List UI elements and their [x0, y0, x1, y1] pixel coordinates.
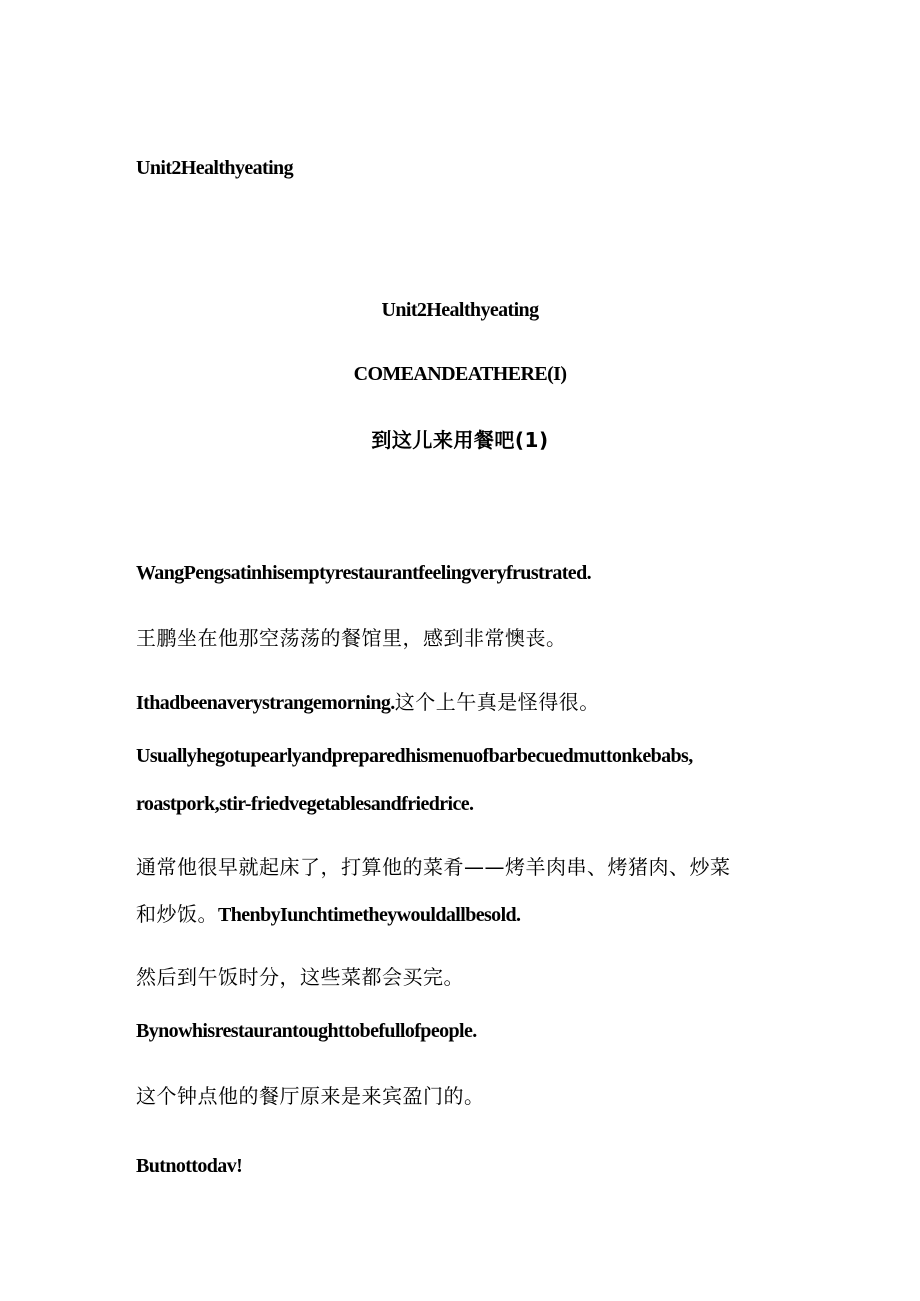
subtitle-zh-text: 到这儿来用餐吧(1): [371, 428, 549, 452]
paragraph-line-7-zh: 和炒饭。: [136, 902, 218, 926]
paragraph-line-5: roastpork,stir-friedvegetablesandfriedrice.: [136, 793, 474, 815]
paragraph-line-7-en: ThenbyIunchtimetheywouldallbesold.: [218, 904, 521, 926]
paragraph-line-4: Usuallyhegotupearlyandpreparedhismenuofbarbecuedmuttonkebabs,: [136, 745, 693, 767]
paragraph-line-8: 然后到午饭时分，这些菜都会买完。: [136, 965, 464, 989]
paragraph-line-3: [136, 688, 600, 717]
paragraph-line-2: 王鹏坐在他那空荡荡的餐馆里，感到非常懊丧。: [136, 626, 567, 650]
paragraph-line-10: 这个钟点他的餐厅原来是来宾盈门的。: [136, 1084, 485, 1108]
paragraph-line-1: WangPengsatinhisemptyrestaurantfeelingveryfrustrated.: [136, 562, 592, 584]
paragraph-line-7: [136, 900, 520, 929]
document-title: Unit2Healthyeating: [381, 299, 539, 321]
header-title: Unit2Healthyeating: [136, 157, 293, 179]
paragraph-line-11: Butnottodav!: [136, 1155, 243, 1177]
paragraph-line-6: 通常他很早就起床了，打算他的菜肴——烤羊肉串、烤猪肉、炒菜: [136, 855, 731, 879]
paragraph-line-9: Bynowhisrestaurantoughttobefullofpeople.: [136, 1020, 477, 1042]
document-subtitle-zh: [0, 426, 920, 455]
paragraph-line-3-en: Ithadbeenaverystrangemorning.: [136, 692, 395, 714]
document-subtitle-en: COMEANDEATHERE(I): [353, 363, 567, 385]
paragraph-line-3-zh: 这个上午真是怪得很。: [394, 690, 600, 714]
